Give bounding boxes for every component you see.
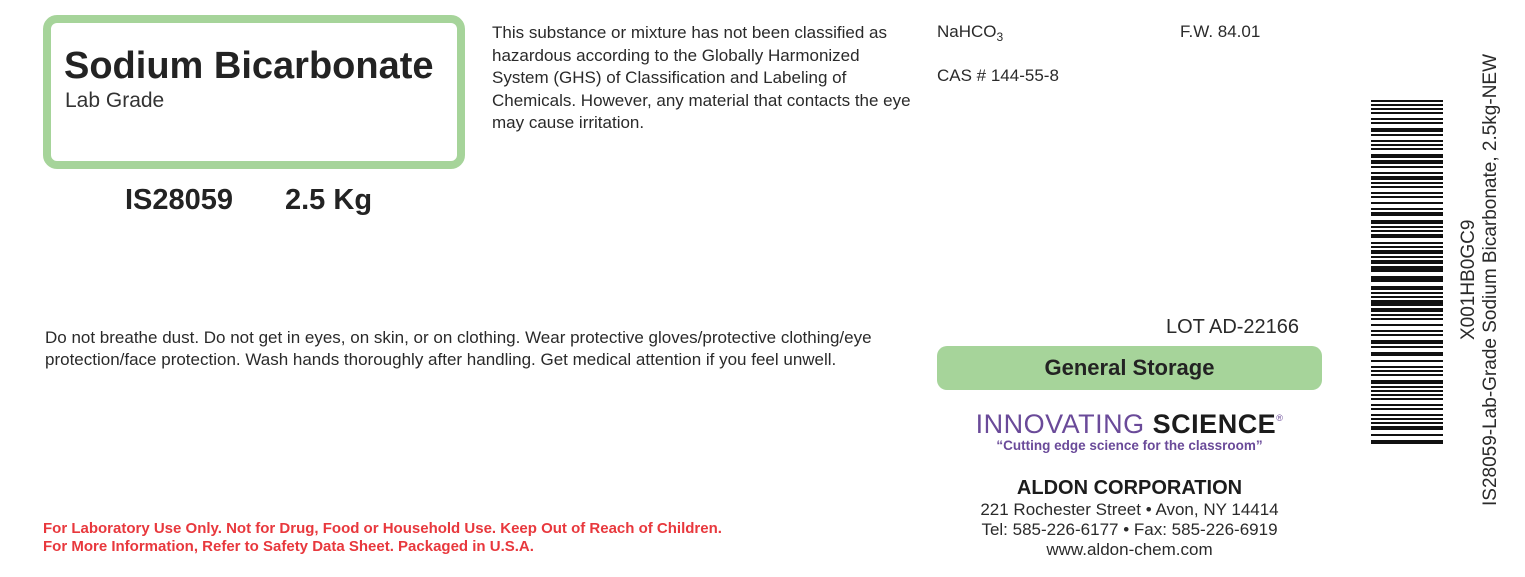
company-name: ALDON CORPORATION — [1016, 477, 1243, 499]
warning-line-1: For Laboratory Use Only. Not for Drug, Food or Household Use. Keep Out of Reach of Children. — [43, 520, 722, 537]
product-name-box — [43, 15, 465, 169]
brand-name — [937, 409, 1322, 440]
registered-mark: ® — [1276, 413, 1284, 423]
usage-warning — [43, 520, 722, 556]
precaution-statement: Do not breathe dust. Do not get in eyes, on skin, or on clothing. Wear protective gloves/protective clothing/eye protection/face protection. Wash hands thoroughly after handling. Get medical attention if you feel unwell. — [45, 328, 872, 369]
company-address: 221 Rochester Street • Avon, NY 14414 — [980, 500, 1279, 519]
brand-word-1: INNOVATING — [975, 409, 1145, 439]
company-website: www.aldon-chem.com — [1046, 540, 1213, 559]
cas-number: CAS # 144-55-8 — [937, 66, 1059, 85]
product-name: Sodium Bicarbonate — [64, 45, 434, 87]
formula-text: NaHCO — [937, 22, 997, 41]
company-phone: Tel: 585-226-6177 • Fax: 585-226-6919 — [981, 520, 1278, 539]
formula-subscript: 3 — [996, 30, 1004, 44]
barcode — [1371, 100, 1443, 446]
chemical-formula — [937, 22, 1003, 44]
brand-word-2: SCIENCE — [1152, 409, 1277, 439]
company-block — [937, 476, 1322, 560]
brand-tagline: “Cutting edge science for the classroom” — [996, 438, 1263, 453]
warning-line-2: For More Information, Refer to Safety Data Sheet. Packaged in U.S.A. — [43, 538, 534, 555]
catalog-number: IS28059 — [125, 184, 234, 216]
lot-number: LOT AD-22166 — [1166, 316, 1300, 338]
storage-banner — [937, 346, 1322, 390]
storage-label: General Storage — [1044, 355, 1215, 380]
formula-weight: F.W. 84.01 — [1180, 22, 1261, 41]
barcode-code: X001HB0GC9 — [1458, 219, 1479, 340]
barcode-description: IS28059-Lab-Grade Sodium Bicarbonate, 2.5kg-NEW — [1480, 53, 1501, 506]
brand-logo — [937, 409, 1322, 453]
hazard-statement: This substance or mixture has not been classified as hazardous according to the Globally Harmonized System (GHS) of Classification and Labeling of Chemicals. However, any material that contacts the eye may cause irritation. — [492, 23, 911, 132]
package-size: 2.5 Kg — [285, 184, 373, 216]
product-grade: Lab Grade — [65, 89, 165, 112]
